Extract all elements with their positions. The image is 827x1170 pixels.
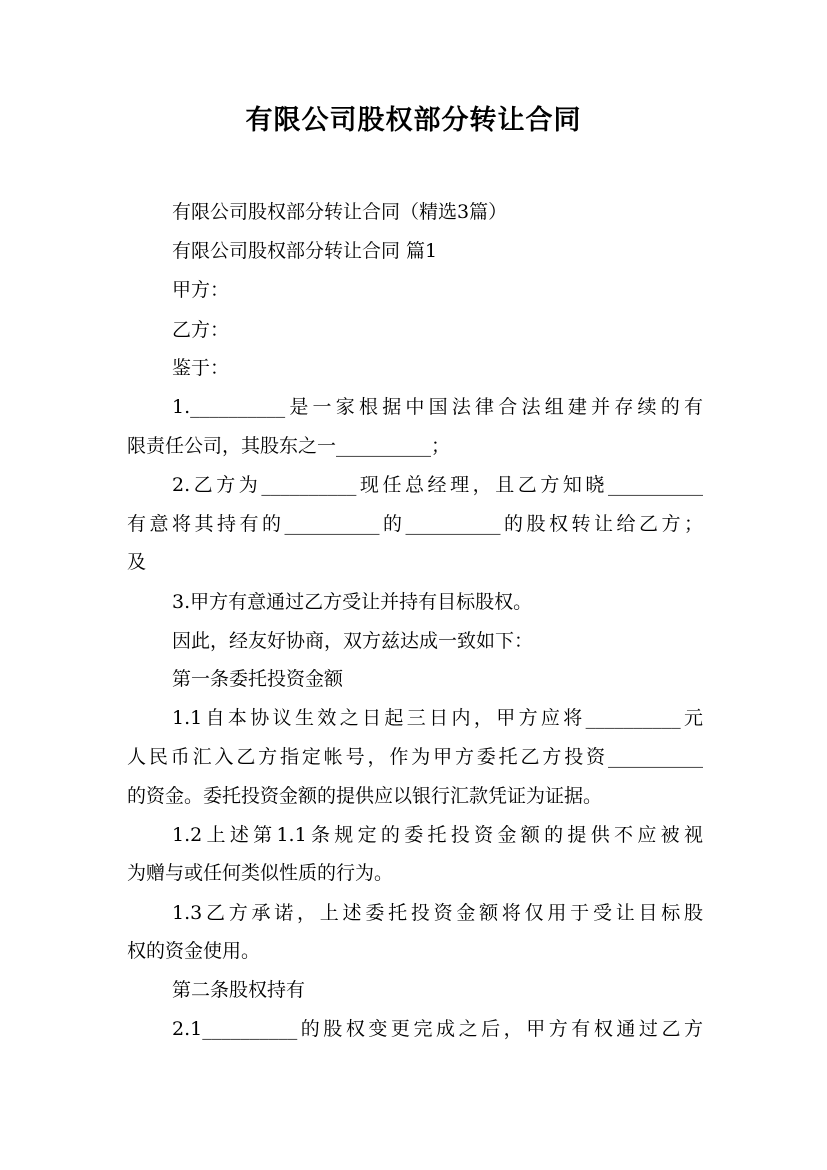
doc-line: 限责任公司，其股东之一__________； bbox=[127, 435, 451, 457]
doc-line: 有限公司股权部分转让合同 篇1 bbox=[172, 240, 438, 262]
document-title: 有限公司股权部分转让合同 bbox=[245, 105, 582, 136]
doc-line: 1.1自本协议生效之日起三日内，甲方应将__________元 bbox=[172, 707, 703, 729]
doc-line: 人民币汇入乙方指定帐号，作为甲方委托乙方投资__________ bbox=[127, 746, 703, 768]
doc-line: 鉴于： bbox=[172, 357, 230, 379]
doc-line: 甲方： bbox=[172, 279, 230, 301]
doc-line: 3.甲方有意通过乙方受让并持有目标股权。 bbox=[172, 591, 533, 613]
doc-line: 2.1__________的股权变更完成之后，甲方有权通过乙方 bbox=[172, 1018, 703, 1040]
doc-line: 有意将其持有的__________的__________的股权转让给乙方； bbox=[127, 513, 703, 535]
doc-line: 1.2上述第1.1条规定的委托投资金额的提供不应被视 bbox=[172, 824, 703, 846]
doc-line: 权的资金使用。 bbox=[127, 940, 261, 962]
doc-line: 1.__________是一家根据中国法律合法组建并存续的有 bbox=[172, 396, 703, 418]
doc-line: 有限公司股权部分转让合同（精选3篇） bbox=[172, 201, 508, 223]
doc-line: 乙方： bbox=[172, 319, 230, 341]
doc-line: 1.3乙方承诺，上述委托投资金额将仅用于受让目标股 bbox=[172, 902, 703, 924]
doc-line: 第二条股权持有 bbox=[172, 979, 306, 1001]
doc-line: 及 bbox=[127, 551, 147, 573]
doc-line: 第一条委托投资金额 bbox=[172, 668, 344, 690]
doc-line: 的资金。委托投资金额的提供应以银行汇款凭证为证据。 bbox=[127, 785, 603, 807]
doc-line: 2.乙方为__________现任总经理，且乙方知晓__________ bbox=[172, 474, 703, 496]
doc-line: 因此，经友好协商，双方兹达成一致如下： bbox=[172, 630, 534, 652]
doc-line: 为赠与或任何类似性质的行为。 bbox=[127, 862, 394, 884]
